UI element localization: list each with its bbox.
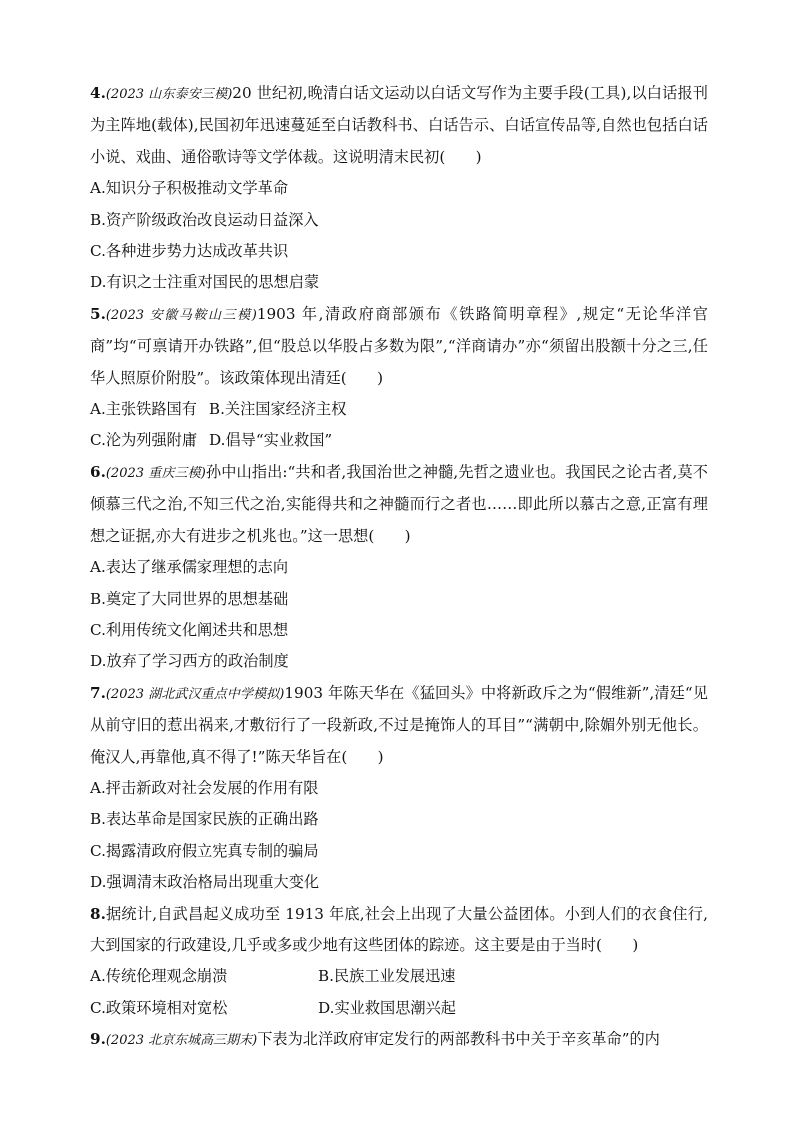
option-d[interactable]: D.强调清末政治格局出现重大变化 <box>90 873 320 892</box>
option-b[interactable]: B.资产阶级政治改良运动日益深入 <box>90 210 319 229</box>
question-number: 8. <box>90 904 106 923</box>
question-number: 9. <box>90 1030 106 1049</box>
question-number: 7. <box>90 683 106 702</box>
question-9 <box>90 1024 708 1056</box>
option-d[interactable]: D.有识之士注重对国民的思想启蒙 <box>90 273 320 292</box>
option-d[interactable]: D.放弃了学习西方的政治制度 <box>90 652 289 671</box>
option-d[interactable]: D.倡导“实业救国” <box>209 431 333 450</box>
option-b[interactable]: B.表达革命是国家民族的正确出路 <box>90 810 319 829</box>
option-b[interactable]: B.关注国家经济主权 <box>208 400 347 419</box>
question-source: (2023 北京东城高三期末) <box>105 1033 258 1049</box>
option-a[interactable]: A.知识分子积极推动文学革命 <box>90 179 289 198</box>
option-d[interactable]: D.实业救国思潮兴起 <box>318 998 456 1017</box>
option-a[interactable]: A.抨击新政对社会发展的作用有限 <box>90 778 319 797</box>
option-b[interactable]: B.民族工业发展迅速 <box>318 967 456 986</box>
option-c[interactable]: C.政策环境相对宽松 <box>90 998 228 1017</box>
question-stem: 据统计,自武昌起义成功至 1913 年底,社会上出现了大量公益团体。小到人们的衣食住行,大到国家的行政建设,几乎或多或少地有这些团体的踪迹。这主要是由于当时( ) <box>90 904 708 954</box>
question-stem: 孙中山指出:“共和者,我国治世之神髓,先哲之遗业也。我国民之论古者,莫不倾慕三代之治,不知三代之治,实能得共和之神髓而行之者也……即此所以慕古之意,正富有理想之证据,亦大有进步之机兆也。”这一思想( ) <box>90 462 708 545</box>
option-a[interactable]: A.主张铁路国有 <box>90 400 197 419</box>
option-a[interactable]: A.传统伦理观念崩溃 <box>90 967 228 986</box>
options-row <box>90 425 708 456</box>
question-number: 4. <box>90 84 106 102</box>
question-number: 6. <box>90 462 106 481</box>
question-stem: 20 世纪初,晚清白话文运动以白话文写作为主要手段(工具),以白话报刊为主阵地(载体),民国初年迅速蔓延至白话教科书、白话告示、白话宣传品等,自然也包括白话小说、戏曲、通俗歌诗等文学体裁。这说明清末民初( ) <box>90 84 708 166</box>
question-number: 5. <box>90 304 106 323</box>
question-source: (2023 安徽马鞍山三模) <box>105 307 257 323</box>
question-8 <box>90 899 708 962</box>
option-c[interactable]: C.利用传统文化阐述共和思想 <box>90 620 289 639</box>
options-row <box>90 961 708 992</box>
question-stem: 1903 年,清政府商部颁布《铁路简明章程》,规定“无论华洋官商”均“可禀请开办铁路”,但“股总以华股占多数为限”,“洋商请办”亦“须留出股额十分之三,任华人照原价附股”。该政策体现出清廷( ) <box>90 304 708 387</box>
question-source: (2023 山东泰安三模) <box>105 87 233 102</box>
option-c[interactable]: C.沦为列强附庸 <box>90 431 198 450</box>
exam-page <box>90 78 708 1057</box>
question-4 <box>90 78 708 173</box>
option-c[interactable]: C.揭露清政府假立宪真专制的骗局 <box>90 841 319 860</box>
question-6 <box>90 457 708 552</box>
options-row <box>90 993 708 1024</box>
question-source: (2023 湖北武汉重点中学模拟) <box>105 686 285 702</box>
options-row <box>90 394 708 425</box>
option-b[interactable]: B.奠定了大同世界的思想基础 <box>90 589 289 608</box>
option-c[interactable]: C.各种进步势力达成改革共识 <box>90 242 289 261</box>
question-stem: 1903 年陈天华在《猛回头》中将新政斥之为“假维新”,清廷“见从前守旧的惹出祸来,才敷衍行了一段新政,不过是掩饰人的耳目”“满朝中,除媚外别无他长。俺汉人,再靠他,真不得了!”陈天华旨在( ) <box>90 683 708 766</box>
question-5 <box>90 299 708 394</box>
question-stem: 下表为北洋政府审定发行的两部教科书中关于辛亥革命”的内 <box>257 1030 660 1049</box>
question-7 <box>90 678 708 773</box>
option-a[interactable]: A.表达了继承儒家理想的志向 <box>90 558 289 577</box>
question-source: (2023 重庆三模) <box>105 465 206 481</box>
